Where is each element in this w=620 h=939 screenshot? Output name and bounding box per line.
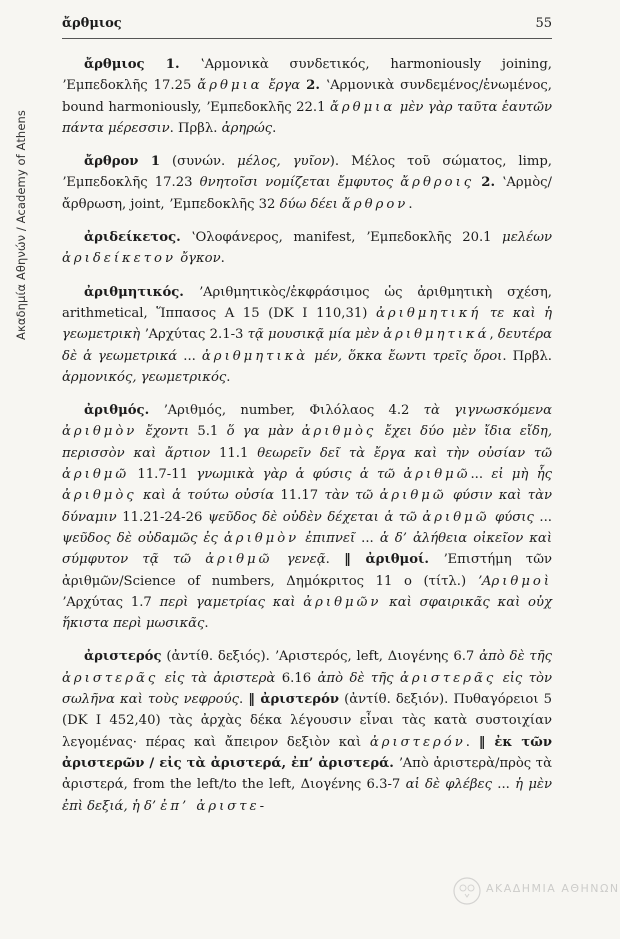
owl-emblem-icon xyxy=(452,876,482,906)
entry-arithmos: ἀριθμός. ʼΑριθμός, number, Φιλόλαος 4.2 τὰ γιγνωσκόμενα ἀριθμὸν ἔχοντι 5.1 ὅ γα μὰν ἀριθμὸς ἔχει δύο μὲν ἴδια εἴδη, περισσὸν καὶ ἄρτιον 11.1 θεωρεῖν δεῖ τὰ ἔργα καὶ τὴν οὐσίαν τῶ ἀριθμῶ 11.7-11 γνωμικὰ γὰρ ἁ φύσις ἁ τῶ ἀριθμῶ... εἰ μὴ ἧς ἀριθμὸς καὶ ἁ τούτω οὐσία 11.17 τὰν τῶ ἀριθμῶ φύσιν καὶ τὰν δύναμιν 11.21-24-26 ψεῦδος δὲ οὐδὲν δέχεται ἁ τῶ ἀριθμῶ φύσις ... ψεῦδος δὲ οὐδαμῶς ἐς ἀριθμὸν ἐπιπνεῖ ... ἁ δ’ ἀλήθεια οἰκεῖον καὶ σύμφυτον τᾷ τῶ ἀριθμῶ γενεᾷ. ‖ ἀριθμοί. ʼΕπιστήμη τῶν ἀριθμῶν/Science of numbers, Δημόκριτος 11 ο (τίτλ.) ʼΑριθμοὶ ʼΑρχύτας 1.7 περὶ γαμετρίας καὶ ἀριθμῶν καὶ σφαιρικᾶς καὶ οὐχ ἥκιστα περὶ μωσικᾶς. xyxy=(62,403,553,632)
dictionary-entries xyxy=(62,54,552,829)
archive-side-stamp xyxy=(14,40,36,340)
entry-arthron: ἄρθρον 1 (συνών. μέλος, γυῖον). Μέλος τοῦ σώματος, limp, ʼΕμπεδοκλῆς 17.23 θνητοῖσι νομίζεται ἔμφυτος ἄρθροις 2. ʽΑρμὸς/ἄρθρωση, joint, ʼΕμπεδοκλῆς 32 δύω δέει ἄρθρον. xyxy=(62,154,552,212)
entry-aristeros: ἀριστερός (ἀντίθ. δεξιός). ʼΑριστερός, left, Διογένης 6.7 ἀπὸ δὲ τῆς ἀριστερᾶς εἰς τὰ ἀριστερὰ 6.16 ἀπὸ δὲ τῆς ἀριστερᾶς εἰς τὸν σωλῆνα καὶ τοὺς νεφρούς. ‖ ἀριστερόν (ἀντίθ. δεξιόν). Πυθαγόρειοι 5 (DK I 452,40) τὰς ἀρχὰς δέκα λέγουσιν εἶναι τὰς κατὰ συστοιχίαν λεγομένας· πέρας καὶ ἄπειρον δεξιὸν καὶ ἀριστερόν. ‖ ἐκ τῶν ἀριστερῶν / εἰς τὰ ἀριστερά, ἐπ’ ἀριστερά. ʼΑπὸ ἀριστερὰ/πρὸς τὰ ἀριστερά, from the left/to the left, Διογένης 6.3-7 αἱ δὲ φλέβες ... ἡ μὲν ἐπὶ δεξιά, ἡ δ’ ἐπ’ ἀριστε- xyxy=(62,649,553,814)
side-stamp-text: Ακαδημία Αθηνών / Academy of Athens xyxy=(14,110,28,340)
running-headword: ἄρθμιος xyxy=(62,16,122,31)
entry-arthmios: ἄρθμιος 1. ʽΑρμονικὰ συνδετικός, harmoniously joining, ʼΕμπεδοκλῆς 17.25 ἄρθμια ἔργα 2. ʽΑρμονικὰ συνδεμένος/ἑνωμένος, bound harmoniously, ʼΕμπεδοκλῆς 22.1 ἄρθμια μὲν γὰρ ταῦτα ἑαυτῶν πάντα μέρεσσιν. Πρβλ. ἀρηρώς. xyxy=(62,57,552,136)
entry-arideiketos: ἀριδείκετος. ʽΟλοφάνερος, manifest, ʼΕμπεδοκλῆς 20.1 μελέων ἀριδείκετον ὄγκον. xyxy=(62,230,552,267)
watermark-text: ΑΚΑΔΗΜΙΑ ΑΘΗΝΩΝ xyxy=(486,882,620,895)
academy-watermark xyxy=(452,876,620,906)
page-header xyxy=(62,12,552,39)
entry-arithmetikos: ἀριθμητικός. ʼΑριθμητικὸς/ἐκφράσιμος ὡς ἀριθμητικὴ σχέση, arithmetical, Ἵππασος Α 15 (DK I 110,31) ἀριθμητική τε καὶ ἡ γεωμετρικὴ ʼΑρχύτας 2.1-3 τᾷ μουσικᾷ μία μὲν ἀριθμητικά, δευτέρα δὲ ἁ γεωμετρικά ... ἀριθμητικὰ μέν, ὅκκα ἔωντι τρεῖς ὅροι. Πρβλ. ἁρμονικός, γεωμετρικός. xyxy=(62,284,553,385)
page-number: 55 xyxy=(535,16,552,31)
